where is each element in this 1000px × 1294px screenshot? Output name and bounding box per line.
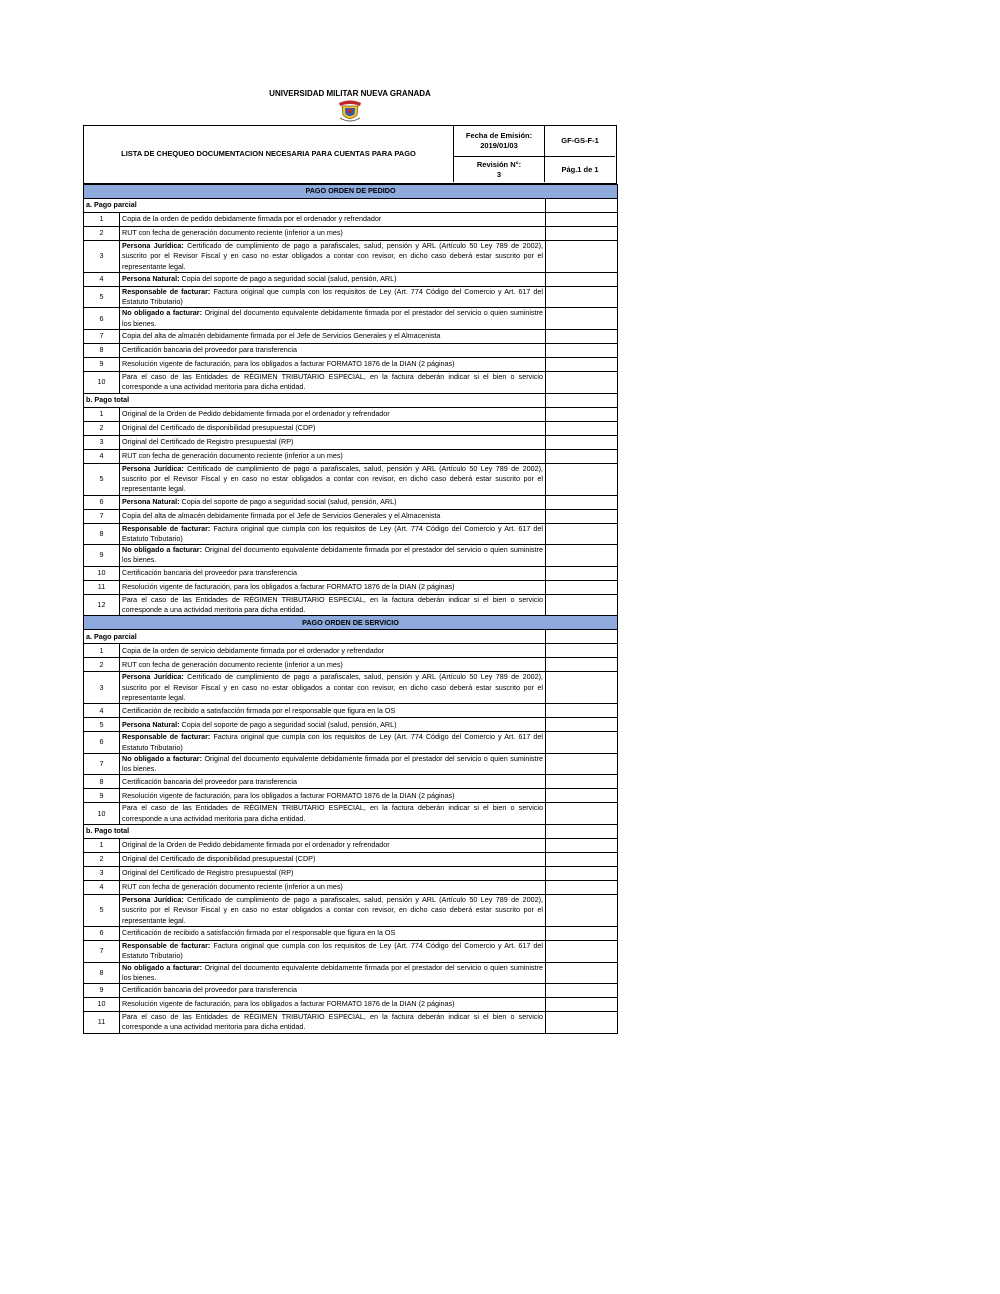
item-number: 7 — [84, 330, 120, 344]
subsection-row — [84, 199, 618, 213]
item-bold-label: Persona Natural: — [122, 274, 180, 284]
check-cell[interactable] — [546, 358, 618, 372]
item-description — [120, 853, 546, 867]
check-cell[interactable] — [546, 421, 618, 435]
check-cell[interactable] — [546, 308, 618, 330]
checklist-row — [84, 718, 618, 732]
checklist-row — [84, 940, 618, 962]
checklist-row — [84, 566, 618, 580]
checklist-row — [84, 789, 618, 803]
item-number: 2 — [84, 853, 120, 867]
item-description — [120, 803, 546, 825]
item-text: Copia del soporte de pago a seguridad social (salud, pensión, ARL) — [179, 719, 397, 729]
item-text: Resolución vigente de facturación, para los obligados a facturar FORMATO 1876 de la DIAN (2 páginas) — [122, 790, 455, 800]
checklist-row — [84, 644, 618, 658]
item-text: Certificado de cumplimiento de pago a parafiscales, salud, pensión y ARL (Artículo 50 Ley 789 de 2002), suscrito por el Revisor Fiscal y en caso no estar obligados a contar con revisor, en dicho caso deberá estar suscrito por el representante legal. — [122, 241, 543, 271]
check-cell[interactable] — [546, 545, 618, 567]
item-bold-label: No obligado a facturar: — [122, 753, 202, 763]
item-description — [120, 718, 546, 732]
check-cell[interactable] — [546, 658, 618, 672]
item-number: 10 — [84, 566, 120, 580]
checklist-row — [84, 895, 618, 927]
item-number: 9 — [84, 984, 120, 998]
item-bold-label: No obligado a facturar: — [122, 308, 202, 318]
check-cell[interactable] — [546, 449, 618, 463]
check-cell[interactable] — [546, 241, 618, 273]
item-description — [120, 940, 546, 962]
item-bold-label: Persona Jurídica: — [122, 463, 184, 473]
item-description — [120, 449, 546, 463]
check-cell[interactable] — [546, 984, 618, 998]
checklist-row — [84, 998, 618, 1012]
item-description — [120, 998, 546, 1012]
item-description — [120, 272, 546, 286]
item-number: 7 — [84, 509, 120, 523]
item-text: Original del Certificado de Registro presupuestal (RP) — [122, 868, 294, 878]
section-header-row — [84, 616, 618, 630]
item-number: 4 — [84, 881, 120, 895]
item-text: RUT con fecha de generación documento reciente (inferior a un mes) — [122, 659, 343, 669]
checklist-row — [84, 213, 618, 227]
item-description — [120, 895, 546, 927]
check-cell[interactable] — [546, 463, 618, 495]
item-number: 10 — [84, 372, 120, 394]
subsection-row — [84, 825, 618, 839]
section-header-row — [84, 185, 618, 199]
item-text: Certificación bancaria del proveedor para transferencia — [122, 985, 297, 995]
item-description — [120, 358, 546, 372]
section-title: PAGO ORDEN DE SERVICIO — [84, 616, 618, 630]
checklist-row — [84, 463, 618, 495]
document-title: LISTA DE CHEQUEO DOCUMENTACION NECESARIA PARA CUENTAS PARA PAGO — [84, 126, 454, 182]
checklist-row — [84, 449, 618, 463]
revision-label: Revisión N°: — [476, 159, 522, 169]
checklist-row — [84, 241, 618, 273]
item-text: Copia del alta de almacén debidamente firmada por el Jefe de Servicios Generales y el Almacenista — [122, 331, 441, 341]
item-description — [120, 962, 546, 984]
item-description — [120, 658, 546, 672]
checklist-row — [84, 881, 618, 895]
item-text: Para el caso de las Entidades de RÉGIMEN TRIBUTARIO ESPECIAL, en la factura deberán indicar si el bien o servicio corresponde a una actividad meritoria para dicha entidad. — [122, 372, 543, 392]
item-text: Resolución vigente de facturación, para los obligados a facturar FORMATO 1876 de la DIAN (2 páginas) — [122, 359, 455, 369]
subsection-label: b. Pago total — [84, 825, 546, 839]
item-bold-label: Persona Jurídica: — [122, 241, 184, 250]
checklist-row — [84, 594, 618, 616]
document-header — [83, 125, 617, 184]
item-text: RUT con fecha de generación documento reciente (inferior a un mes) — [122, 451, 343, 461]
item-text: Original del documento equivalente debidamente firmada por el prestador del servicio o quien suministre los bienes. — [122, 753, 543, 774]
check-cell[interactable] — [546, 732, 618, 754]
item-description — [120, 775, 546, 789]
item-text: RUT con fecha de generación documento reciente (inferior a un mes) — [122, 882, 343, 892]
item-text: Original de la Orden de Pedido debidamente firmada por el ordenador y refrendador — [122, 840, 390, 850]
checklist-row — [84, 658, 618, 672]
item-bold-label: No obligado a facturar: — [122, 545, 202, 555]
emission-date-value: 2019/01/03 — [480, 141, 518, 150]
item-description — [120, 286, 546, 308]
check-cell[interactable] — [546, 435, 618, 449]
subsection-label: b. Pago total — [84, 393, 546, 407]
checklist-row — [84, 372, 618, 394]
item-number: 9 — [84, 358, 120, 372]
item-text: Copia del alta de almacén debidamente firmada por el Jefe de Servicios Generales y el Almacenista — [122, 510, 441, 520]
item-text: Certificado de cumplimiento de pago a parafiscales, salud, pensión y ARL (Artículo 50 Ley 789 de 2002), suscrito por el Revisor Fiscal y en caso no estar obligados a contar con revisor, en dicho caso deberá estar suscrito por el representante legal. — [122, 672, 543, 702]
item-description — [120, 566, 546, 580]
item-number: 6 — [84, 926, 120, 940]
item-text: Certificación de recibido a satisfacción firmada por el responsable que figura en la OS — [122, 928, 396, 938]
item-description — [120, 344, 546, 358]
item-description — [120, 435, 546, 449]
item-text: Copia de la orden de pedido debidamente firmada por el ordenador y refrendador — [122, 214, 382, 224]
item-description — [120, 463, 546, 495]
item-description — [120, 580, 546, 594]
item-bold-label: No obligado a facturar: — [122, 962, 202, 972]
checklist-row — [84, 227, 618, 241]
item-text: Factura original que cumpla con los requisitos de Ley (Art. 774 Código del Comercio y Art. 617 del Estatuto Tributario) — [122, 732, 543, 752]
checklist-row — [84, 1012, 618, 1034]
checklist-row — [84, 421, 618, 435]
checklist-row — [84, 853, 618, 867]
checklist-row — [84, 523, 618, 545]
item-number: 3 — [84, 672, 120, 704]
item-description — [120, 523, 546, 545]
check-cell[interactable] — [546, 272, 618, 286]
emission-date — [454, 126, 545, 157]
item-number: 12 — [84, 594, 120, 616]
item-bold-label: Responsable de facturar: — [122, 523, 211, 533]
check-cell[interactable] — [546, 803, 618, 825]
item-number: 7 — [84, 753, 120, 775]
item-number: 5 — [84, 286, 120, 308]
item-number: 3 — [84, 867, 120, 881]
university-title: UNIVERSIDAD MILITAR NUEVA GRANADA — [269, 89, 431, 98]
section-title: PAGO ORDEN DE PEDIDO — [84, 185, 618, 199]
checklist-row — [84, 545, 618, 567]
check-cell[interactable] — [546, 286, 618, 308]
item-text: Factura original que cumpla con los requisitos de Ley (Art. 774 Código del Comercio y Art. 617 del Estatuto Tributario) — [122, 523, 543, 543]
item-number: 8 — [84, 344, 120, 358]
check-cell[interactable] — [546, 895, 618, 927]
check-cell[interactable] — [546, 753, 618, 775]
item-text: Certificación bancaria del proveedor para transferencia — [122, 776, 297, 786]
checklist-row — [84, 926, 618, 940]
item-text: Copia del soporte de pago a seguridad social (salud, pensión, ARL) — [179, 496, 397, 506]
item-text: Certificado de cumplimiento de pago a parafiscales, salud, pensión y ARL (Artículo 50 Ley 789 de 2002), suscrito por el Revisor Fiscal y en caso no estar obligados a contar con revisor, en dicho caso deberá estar suscrito por el representante legal. — [122, 463, 543, 494]
checklist-row — [84, 330, 618, 344]
subsection-row — [84, 630, 618, 644]
checklist-row — [84, 839, 618, 853]
item-bold-label: Responsable de facturar: — [122, 732, 211, 742]
check-cell[interactable] — [546, 393, 618, 407]
item-description — [120, 984, 546, 998]
item-text: Para el caso de las Entidades de RÉGIMEN TRIBUTARIO ESPECIAL, en la factura deberán indicar si el bien o servicio corresponde a una actividad meritoria para dicha entidad. — [122, 803, 543, 823]
check-cell[interactable] — [546, 1012, 618, 1034]
item-text: Original del Certificado de Registro presupuestal (RP) — [122, 437, 294, 447]
item-number: 7 — [84, 940, 120, 962]
item-bold-label: Persona Natural: — [122, 719, 180, 729]
item-text: Original de la Orden de Pedido debidamente firmada por el ordenador y refrendador — [122, 409, 390, 419]
check-cell[interactable] — [546, 998, 618, 1012]
item-number: 3 — [84, 241, 120, 273]
item-description — [120, 1012, 546, 1034]
checklist-row — [84, 803, 618, 825]
item-text: Original del Certificado de disponibilidad presupuestal (CDP) — [122, 423, 316, 433]
check-cell[interactable] — [546, 566, 618, 580]
item-number: 5 — [84, 718, 120, 732]
item-number: 8 — [84, 523, 120, 545]
item-description — [120, 672, 546, 704]
item-text: Para el caso de las Entidades de RÉGIMEN TRIBUTARIO ESPECIAL, en la factura deberán indicar si el bien o servicio corresponde a una actividad meritoria para dicha entidad. — [122, 594, 543, 615]
checklist-row — [84, 732, 618, 754]
item-number: 6 — [84, 732, 120, 754]
check-cell[interactable] — [546, 672, 618, 704]
item-description — [120, 926, 546, 940]
checklist-row — [84, 775, 618, 789]
check-cell[interactable] — [546, 199, 618, 213]
item-bold-label: Responsable de facturar: — [122, 286, 211, 296]
check-cell[interactable] — [546, 962, 618, 984]
item-number: 6 — [84, 308, 120, 330]
checklist-row — [84, 407, 618, 421]
item-description — [120, 421, 546, 435]
item-description — [120, 407, 546, 421]
item-number: 8 — [84, 775, 120, 789]
check-cell[interactable] — [546, 523, 618, 545]
item-number: 9 — [84, 789, 120, 803]
checklist-row — [84, 495, 618, 509]
item-text: RUT con fecha de generación documento reciente (inferior a un mes) — [122, 228, 343, 238]
check-cell[interactable] — [546, 867, 618, 881]
check-cell[interactable] — [546, 227, 618, 241]
check-cell[interactable] — [546, 594, 618, 616]
subsection-label: a. Pago parcial — [84, 630, 546, 644]
check-cell[interactable] — [546, 509, 618, 523]
check-cell[interactable] — [546, 839, 618, 853]
checklist-row — [84, 672, 618, 704]
item-text: Certificación bancaria del proveedor para transferencia — [122, 568, 297, 578]
university-crest-icon — [336, 98, 364, 124]
item-number: 11 — [84, 580, 120, 594]
checklist-row — [84, 344, 618, 358]
item-text: Factura original que cumpla con los requisitos de Ley (Art. 774 Código del Comercio y Art. 617 del Estatuto Tributario) — [122, 286, 543, 307]
item-number: 10 — [84, 803, 120, 825]
item-bold-label: Responsable de facturar: — [122, 940, 211, 950]
item-description — [120, 594, 546, 616]
item-number: 3 — [84, 435, 120, 449]
item-number: 4 — [84, 704, 120, 718]
item-text: Factura original que cumpla con los requisitos de Ley (Art. 774 Código del Comercio y Art. 617 del Estatuto Tributario) — [122, 940, 543, 961]
item-description — [120, 495, 546, 509]
revision-number — [454, 157, 545, 182]
item-text: Resolución vigente de facturación, para los obligados a facturar FORMATO 1876 de la DIAN (2 páginas) — [122, 582, 455, 592]
item-number: 5 — [84, 895, 120, 927]
checklist-row — [84, 286, 618, 308]
item-description — [120, 867, 546, 881]
item-number: 1 — [84, 839, 120, 853]
emission-date-label: Fecha de Emisión: — [465, 131, 533, 140]
item-description — [120, 644, 546, 658]
item-description — [120, 881, 546, 895]
check-cell[interactable] — [546, 825, 618, 839]
checklist-row — [84, 962, 618, 984]
item-description — [120, 732, 546, 754]
item-number: 4 — [84, 272, 120, 286]
check-cell[interactable] — [546, 344, 618, 358]
document-code: GF-GS-F-1 — [545, 126, 615, 157]
item-text: Para el caso de las Entidades de RÉGIMEN TRIBUTARIO ESPECIAL, en la factura deberán indicar si el bien o servicio corresponde a una actividad meritoria para dicha entidad. — [122, 1012, 543, 1032]
check-cell[interactable] — [546, 407, 618, 421]
check-cell[interactable] — [546, 940, 618, 962]
item-bold-label: Persona Natural: — [122, 496, 180, 506]
item-text: Original del Certificado de disponibilidad presupuestal (CDP) — [122, 854, 316, 864]
checklist-table — [83, 184, 618, 1034]
check-cell[interactable] — [546, 213, 618, 227]
checklist-row — [84, 704, 618, 718]
item-number: 2 — [84, 658, 120, 672]
item-description — [120, 753, 546, 775]
item-number: 11 — [84, 1012, 120, 1034]
item-description — [120, 789, 546, 803]
revision-value: 3 — [496, 169, 502, 179]
subsection-label: a. Pago parcial — [84, 199, 546, 213]
page-number: Pág.1 de 1 — [561, 164, 599, 174]
item-number: 2 — [84, 227, 120, 241]
check-cell[interactable] — [546, 644, 618, 658]
check-cell[interactable] — [546, 330, 618, 344]
item-description — [120, 509, 546, 523]
subsection-row — [84, 393, 618, 407]
item-text: Copia de la orden de servicio debidamente firmada por el ordenador y refrendador — [122, 645, 385, 655]
item-bold-label: Persona Jurídica: — [122, 672, 184, 682]
checklist-row — [84, 580, 618, 594]
item-number: 6 — [84, 495, 120, 509]
item-text: Certificación de recibido a satisfacción firmada por el responsable que figura en la OS — [122, 705, 396, 715]
check-cell[interactable] — [546, 718, 618, 732]
item-description — [120, 704, 546, 718]
check-cell[interactable] — [546, 775, 618, 789]
check-cell[interactable] — [546, 580, 618, 594]
item-number: 9 — [84, 545, 120, 567]
checklist-row — [84, 308, 618, 330]
check-cell[interactable] — [546, 881, 618, 895]
check-cell[interactable] — [546, 853, 618, 867]
item-description — [120, 839, 546, 853]
checklist-row — [84, 358, 618, 372]
checklist-row — [84, 509, 618, 523]
check-cell[interactable] — [546, 495, 618, 509]
item-number: 10 — [84, 998, 120, 1012]
item-description — [120, 330, 546, 344]
check-cell[interactable] — [546, 704, 618, 718]
checklist-row — [84, 435, 618, 449]
item-description — [120, 308, 546, 330]
item-description — [120, 545, 546, 567]
item-description — [120, 213, 546, 227]
item-number: 2 — [84, 421, 120, 435]
checklist-row — [84, 984, 618, 998]
item-description — [120, 241, 546, 273]
item-number: 1 — [84, 407, 120, 421]
check-cell[interactable] — [546, 630, 618, 644]
item-number: 8 — [84, 962, 120, 984]
item-number: 4 — [84, 449, 120, 463]
item-text: Original del documento equivalente debidamente firmada por el prestador del servicio o quien suministre los bienes. — [122, 962, 543, 982]
item-text: Original del documento equivalente debidamente firmada por el prestador del servicio o quien suministre los bienes. — [122, 545, 543, 565]
item-text: Certificación bancaria del proveedor para transferencia — [122, 345, 297, 355]
item-text: Copia del soporte de pago a seguridad social (salud, pensión, ARL) — [179, 274, 397, 284]
item-number: 1 — [84, 644, 120, 658]
check-cell[interactable] — [546, 372, 618, 394]
item-number: 1 — [84, 213, 120, 227]
check-cell[interactable] — [546, 789, 618, 803]
item-number: 5 — [84, 463, 120, 495]
checklist-row — [84, 272, 618, 286]
check-cell[interactable] — [546, 926, 618, 940]
checklist-row — [84, 753, 618, 775]
item-text: Certificado de cumplimiento de pago a parafiscales, salud, pensión y ARL (Artículo 50 Ley 789 de 2002), suscrito por el Revisor Fiscal y en caso no estar obligados a contar con revisor, en dicho caso deberá estar suscrito por el representante legal. — [122, 895, 543, 925]
item-bold-label: Persona Jurídica: — [122, 895, 184, 905]
item-text: Resolución vigente de facturación, para los obligados a facturar FORMATO 1876 de la DIAN (2 páginas) — [122, 999, 455, 1009]
item-description — [120, 227, 546, 241]
checklist-row — [84, 867, 618, 881]
item-text: Original del documento equivalente debidamente firmada por el prestador del servicio o quien suministre los bienes. — [122, 308, 543, 328]
item-description — [120, 372, 546, 394]
